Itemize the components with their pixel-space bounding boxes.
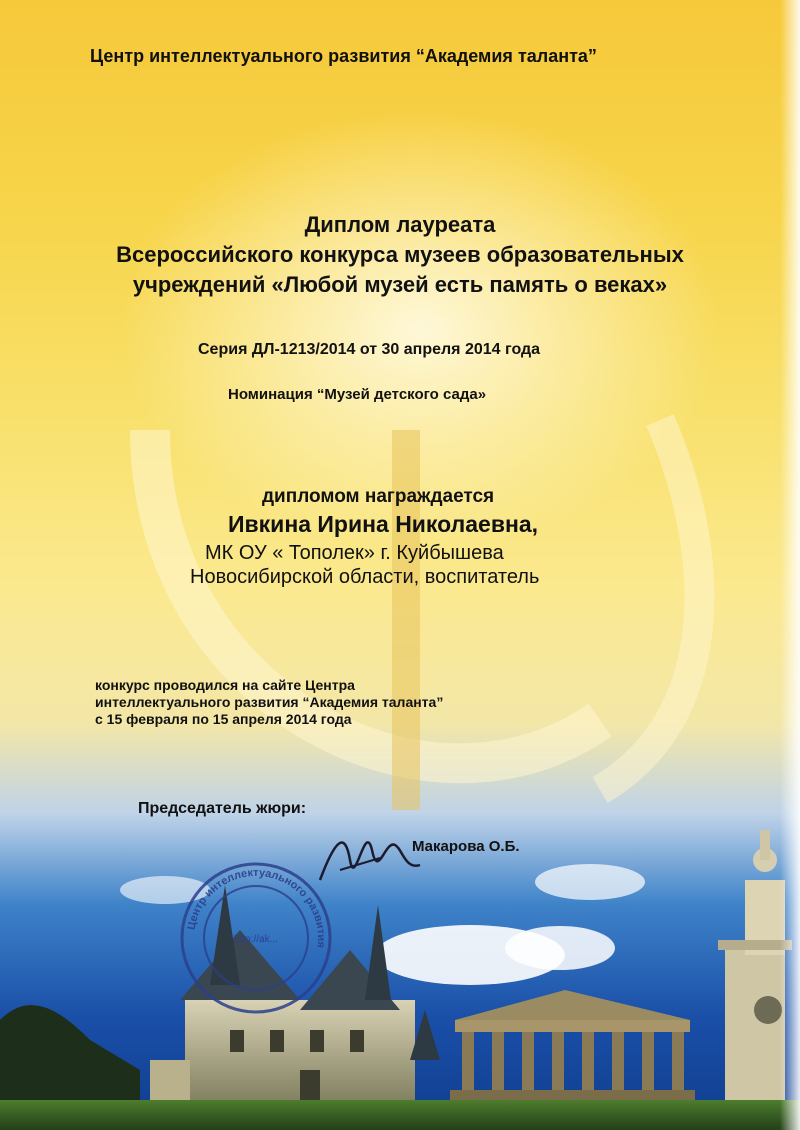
recipient-name: Ивкина Ирина Николаевна, [228,511,539,537]
contest-line: с 15 февраля по 15 апреля 2014 года [95,711,352,727]
jury-chair-name: Макарова О.Б. [412,838,520,855]
recipient-region-role: Новосибирской области, воспитатель [190,566,540,588]
title-line: учреждений «Любой музей есть память о веках» [132,272,668,297]
awarded-label: дипломом награждается [262,486,495,507]
nomination: Номинация “Музей детского сада» [228,386,487,403]
title-line: Всероссийского конкурса музеев образовательных [116,242,684,267]
stamp-url: http://ak... [234,934,278,945]
stamp-ring-text: Центр интеллектуального развития [185,866,328,949]
jury-chair-label: Председатель жюри: [138,800,307,817]
cloud [535,864,645,900]
temple [450,990,695,1100]
contest-info [95,677,443,728]
organization-header: Центр интеллектуального развития “Академия таланта” [90,46,597,66]
ground [0,1100,800,1130]
contest-line: конкурс проводился на сайте Центра [95,677,355,693]
title-line: Диплом лауреата [304,212,496,237]
page-edge [780,0,800,1130]
recipient-organization: МК ОУ « Тополек» г. Куйбышева [205,542,504,564]
cloud [505,926,615,970]
official-stamp [176,858,336,1018]
contest-line: интеллектуального развития “Академия таланта” [95,694,444,710]
diploma-title [0,210,800,300]
series-number: Серия ДЛ-1213/2014 от 30 апреля 2014 года [198,341,541,358]
